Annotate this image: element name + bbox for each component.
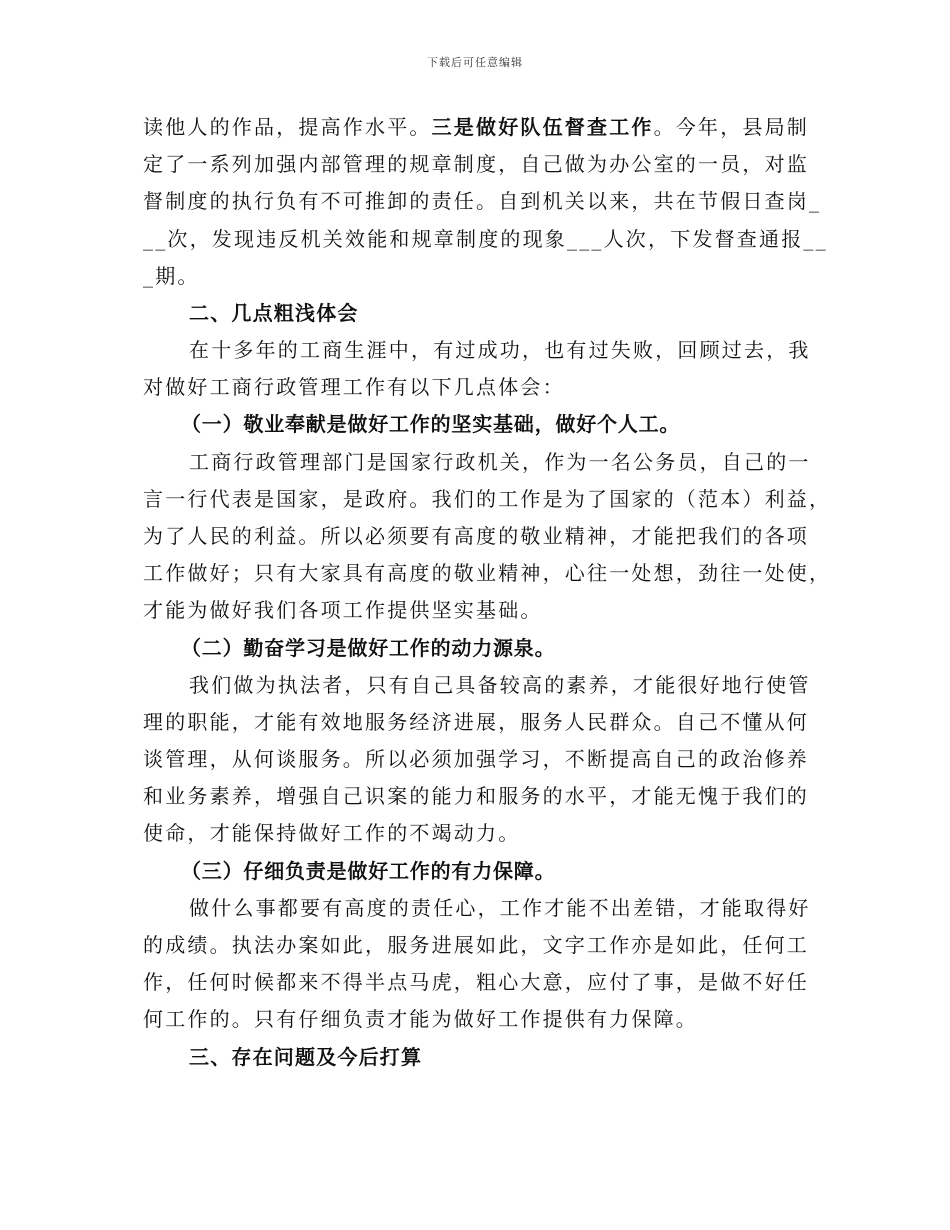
paragraph-5-line-1: 做什么事都要有高度的责任心，工作才能不出差错，才能取得好 bbox=[189, 896, 811, 920]
paragraph-3-line-2: 言一行代表是国家，是政府。我们的工作是为了国家的（范本）利益， bbox=[143, 487, 832, 511]
paragraph-1-emphasis: 三是做好队伍督查工作 bbox=[431, 115, 654, 139]
paragraph-3-line-1: 工商行政管理部门是国家行政机关，作为一名公务员，自己的一 bbox=[189, 450, 811, 474]
paragraph-1-line-2: 定了一系列加强内部管理的规章制度，自己做为办公室的一员，对监 bbox=[143, 152, 809, 176]
paragraph-1-line-1 bbox=[143, 112, 809, 142]
paragraph-4-line-2: 理的职能，才能有效地服务经济进展，服务人民群众。自己不懂从何 bbox=[143, 710, 809, 734]
paragraph-1-line-3: 督制度的执行负有不可推卸的责任。自到机关以来，共在节假日查岗_ bbox=[143, 189, 822, 213]
paragraph-1-text-c: 。今年，县局制 bbox=[653, 115, 810, 139]
paragraph-3-line-3: 为了人民的利益。所以必须要有高度的敬业精神，才能把我们的各项 bbox=[143, 524, 809, 548]
subsection-1-heading: （一）敬业奉献是做好工作的坚实基础，做好个人工。 bbox=[181, 412, 681, 436]
paragraph-5-line-2: 的成绩。执法办案如此，服务进展如此，文字工作亦是如此，任何工 bbox=[143, 933, 809, 957]
paragraph-5-line-4: 何工作的。只有仔细负责才能为做好工作提供有力保障。 bbox=[143, 1007, 698, 1031]
subsection-3-heading: （三）仔细负责是做好工作的有力保障。 bbox=[181, 859, 556, 883]
subsection-2-heading: （二）勤奋学习是做好工作的动力源泉。 bbox=[181, 636, 556, 660]
paragraph-1-text-a: 读他人的作品，提高作水平。 bbox=[143, 115, 432, 139]
paragraph-4-line-3: 谈管理，从何谈服务。所以必须加强学习，不断提高自己的政治修养 bbox=[143, 747, 809, 771]
paragraph-2-line-2: 对做好工商行政管理工作有以下几点体会： bbox=[143, 375, 565, 399]
paragraph-3-line-4: 工作做好；只有大家具有高度的敬业精神，心往一处想，劲往一处使， bbox=[143, 561, 832, 585]
paragraph-4-line-5: 使命，才能保持做好工作的不竭动力。 bbox=[143, 821, 521, 845]
paragraph-1-line-4: __次，发现违反机关效能和规章制度的现象___人次，下发督查通报__ bbox=[143, 227, 828, 251]
paragraph-2-line-1: 在十多年的工商生涯中，有过成功，也有过失败，回顾过去，我 bbox=[189, 338, 811, 362]
paragraph-1-line-5: _期。 bbox=[143, 264, 200, 288]
section-3-heading: 三、存在问题及今后打算 bbox=[189, 1045, 423, 1069]
paragraph-4-line-1: 我们做为执法者，只有自己具备较高的素养，才能很好地行使管 bbox=[189, 673, 811, 697]
paragraph-5-line-3: 作，任何时候都来不得半点马虎，粗心大意，应付了事，是做不好任 bbox=[143, 970, 809, 994]
section-2-heading: 二、几点粗浅体会 bbox=[189, 301, 359, 325]
paragraph-4-line-4: 和业务素养，增强自己识案的能力和服务的水平，才能无愧于我们的 bbox=[143, 784, 809, 808]
page-header: 下载后可任意编辑 bbox=[427, 56, 523, 69]
paragraph-3-line-5: 才能为做好我们各项工作提供坚实基础。 bbox=[143, 598, 543, 622]
